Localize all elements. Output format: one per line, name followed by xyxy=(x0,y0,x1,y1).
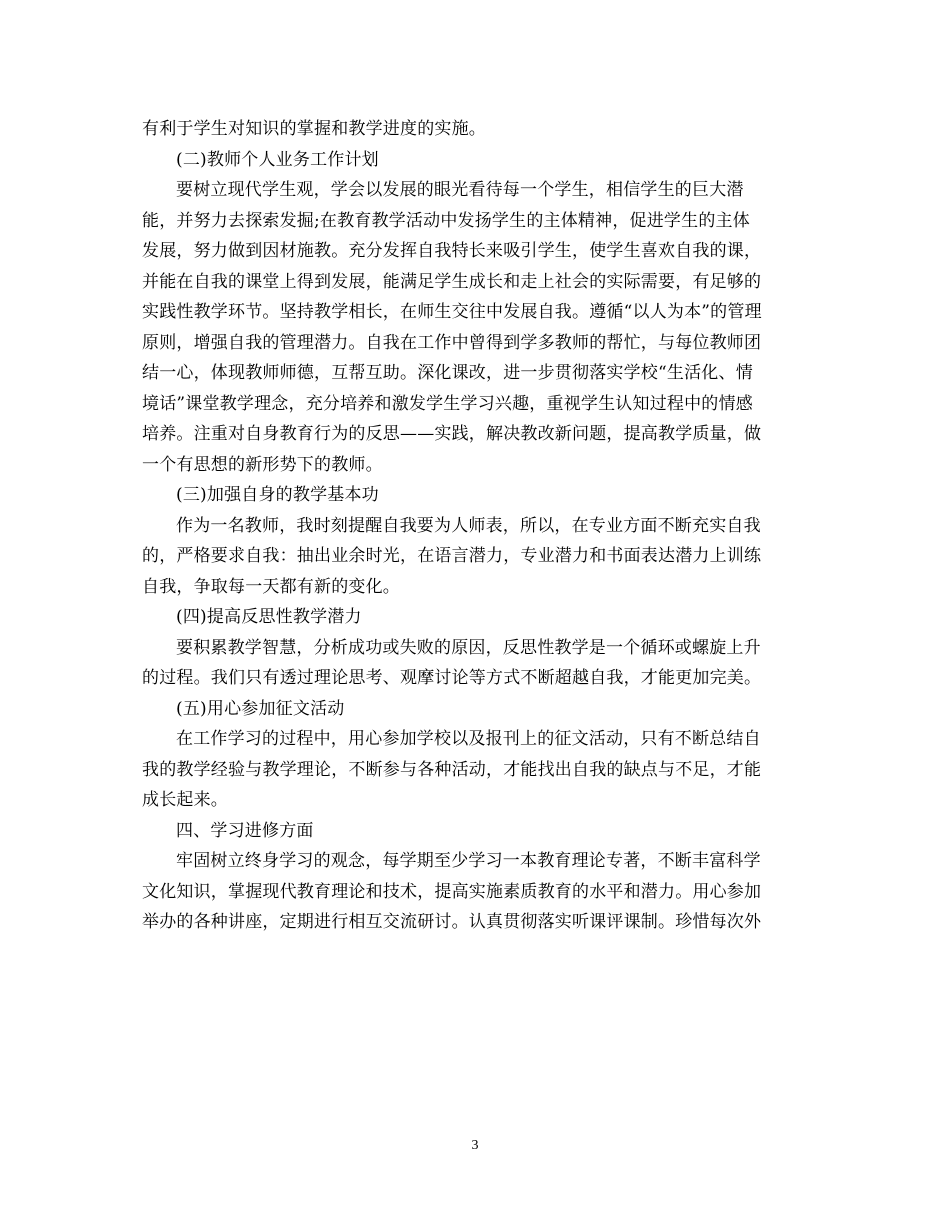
text-line: 要树立现代学生观，学会以发展的眼光看待每一个学生，相信学生的巨大潜 xyxy=(176,180,744,200)
text-line: 四、学习进修方面 xyxy=(176,820,314,841)
text-line: 作为一名教师，我时刻提醒自我要为人师表，所以，在专业方面不断充实自我 xyxy=(176,515,761,536)
text-line: (三)加强自身的教学基本功 xyxy=(176,485,379,505)
text-line: 在工作学习的过程中，用心参加学校以及报刊上的征文活动，只有不断总结自 xyxy=(176,729,761,749)
text-line: 一个有思想的新形势下的教师。 xyxy=(142,454,383,475)
text-line: 能，并努力去探索发掘;在教育教学活动中发扬学生的主体精神，促进学生的主体 xyxy=(142,210,750,231)
text-line: 结一心，体现教师师德，互帮互助。深化课改，进一步贯彻落实学校“生活化、情 xyxy=(142,363,753,383)
text-line: (四)提高反思性教学潜力 xyxy=(176,607,362,627)
text-line: 我的教学经验与教学理论，不断参与各种活动，才能找出自我的缺点与不足，才能 xyxy=(142,759,762,780)
text-line: 要积累教学智慧，分析成功或失败的原因，反思性教学是一个循环或螺旋上升 xyxy=(176,637,761,658)
text-line: 实践性教学环节。坚持教学相长，在师生交往中发展自我。遵循“以人为本”的管理 xyxy=(142,302,762,322)
text-line: 原则，增强自我的管理潜力。自我在工作中曾得到学多教师的帮忙，与每位教师团 xyxy=(142,332,762,353)
text-line: 境话”课堂教学理念，充分培养和激发学生学习兴趣，重视学生认知过程中的情感 xyxy=(142,393,753,414)
text-line: 的，严格要求自我：抽出业余时光，在语言潜力，专业潜力和书面表达潜力上训练 xyxy=(142,546,762,566)
text-line: 培养。注重对自身教育行为的反思——实践，解决教改新问题，提高教学质量，做 xyxy=(142,424,762,444)
text-line: 牢固树立终身学习的观念，每学期至少学习一本教育理论专著，不断丰富科学 xyxy=(176,851,761,871)
text-line: 成长起来。 xyxy=(142,790,228,810)
text-line: 举办的各种讲座，定期进行相互交流研讨。认真贯彻落实听课评课制。珍惜每次外 xyxy=(142,912,762,932)
text-line: (二)教师个人业务工作计划 xyxy=(176,149,379,170)
text-line: 发展，努力做到因材施教。充分发挥自我特长来吸引学生，使学生喜欢自我的课， xyxy=(142,241,762,261)
text-line: 的过程。我们只有透过理论思考、观摩讨论等方式不断超越自我，才能更加完美。 xyxy=(142,668,762,688)
text-line: (五)用心参加征文活动 xyxy=(176,698,345,719)
text-line: 自我，争取每一天都有新的变化。 xyxy=(142,576,400,597)
text-line: 文化知识，掌握现代教育理论和技术，提高实施素质教育的水平和潜力。用心参加 xyxy=(142,881,762,902)
document-body xyxy=(142,114,808,938)
text-line: 有利于学生对知识的掌握和教学进度的实施。 xyxy=(142,119,486,139)
page-number: 3 xyxy=(471,1138,479,1153)
text-line: 并能在自我的课堂上得到发展，能满足学生成长和走上社会的实际需要，有足够的 xyxy=(142,271,762,292)
